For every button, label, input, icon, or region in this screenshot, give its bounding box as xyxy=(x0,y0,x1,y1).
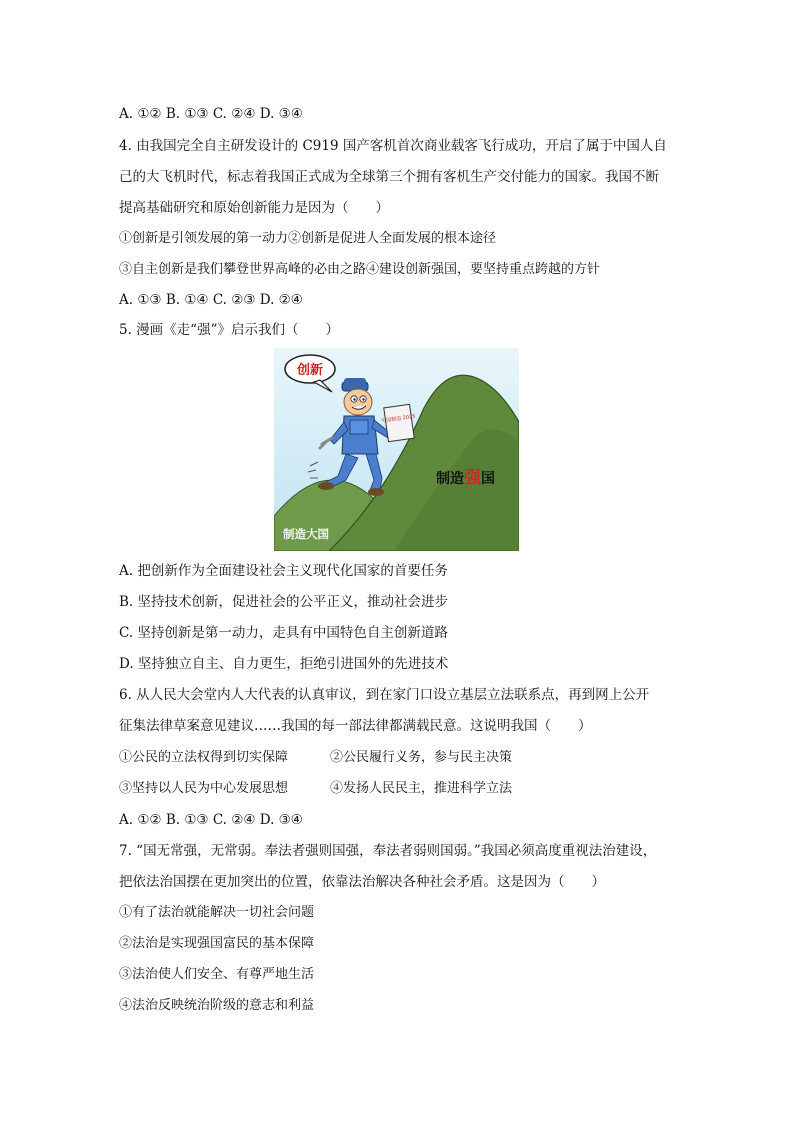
q3-options: A. ①② B. ①③ C. ②④ D. ③④ xyxy=(119,106,303,122)
q5-option-a: A. 把创新作为全面建设社会主义现代化国家的首要任务 xyxy=(119,563,448,579)
q7-statement-2: ②法治是实现强国富民的基本保障 xyxy=(119,936,315,951)
label-manufacturing-power: 制造强国 xyxy=(436,468,495,488)
q6-options: A. ①② B. ①③ C. ②④ D. ③④ xyxy=(119,812,303,828)
cartoon-zou-qiang xyxy=(274,348,519,551)
q6-statement-4: ④发扬人民民主，推进科学立法 xyxy=(330,781,513,796)
cartoon-illustration xyxy=(274,348,519,551)
svg-text:中国制造 2025: 中国制造 2025 xyxy=(381,413,416,425)
q7-statement-3: ③法治使人们安全、有尊严地生活 xyxy=(119,967,315,982)
q4-options: A. ①③ B. ①④ C. ②③ D. ②④ xyxy=(119,292,303,308)
q7-statement-1: ①有了法治就能解决一切社会问题 xyxy=(119,905,315,920)
q7-stem-line2: 把依法治国摆在更加突出的位置，依靠法治解决各种社会矛盾。这是因为（ ） xyxy=(119,874,605,890)
q4-stem-line2: 己的大飞机时代，标志着我国正式成为全球第三个拥有客机生产交付能力的国家。我国不断 xyxy=(119,169,659,185)
q4-stem-line3: 提高基础研究和原始创新能力是因为（ ） xyxy=(119,200,389,216)
q7-stem-line1: 7. “国无常强，无常弱。奉法者强则国强，奉法者弱则国弱。”我国必须高度重视法治建设， xyxy=(119,843,657,859)
bubble-text: 创新 xyxy=(296,363,324,378)
q5-option-b: B. 坚持技术创新，促进社会的公平正义，推动社会进步 xyxy=(119,594,449,610)
q4-stem-line1: 4. 由我国完全自主研发设计的 C919 国产客机首次商业载客飞行成功，开启了属于中国人自 xyxy=(119,138,667,154)
q6-statement-1: ①公民的立法权得到切实保障 xyxy=(119,750,289,765)
q6-statement-3: ③坚持以人民为中心发展思想 xyxy=(119,781,289,796)
q6-statement-2: ②公民履行义务，参与民主决策 xyxy=(330,750,513,765)
q6-stem-line2: 征集法律草案意见建议……我国的每一部法律都满载民意。这说明我国（ ） xyxy=(119,718,592,734)
q7-statement-4: ④法治反映统治阶级的意志和利益 xyxy=(119,998,315,1013)
q6-stem-line1: 6. 从人民大会堂内人大代表的认真审议，到在家门口设立基层立法联系点，再到网上公开 xyxy=(119,687,650,703)
q5-option-d: D. 坚持独立自主、自力更生，拒绝引进国外的先进技术 xyxy=(119,656,449,672)
q5-option-c: C. 坚持创新是第一动力，走具有中国特色自主创新道路 xyxy=(119,625,448,641)
q5-stem: 5. 漫画《走“强”》启示我们（ ） xyxy=(119,322,339,338)
label-manufacturing-nation: 制造大国 xyxy=(283,527,329,541)
q4-statements-line2: ③自主创新是我们攀登世界高峰的必由之路④建设创新强国，要坚持重点跨越的方针 xyxy=(119,262,601,277)
q4-statements-line1: ①创新是引领发展的第一动力②创新是促进人全面发展的根本途径 xyxy=(119,231,497,246)
